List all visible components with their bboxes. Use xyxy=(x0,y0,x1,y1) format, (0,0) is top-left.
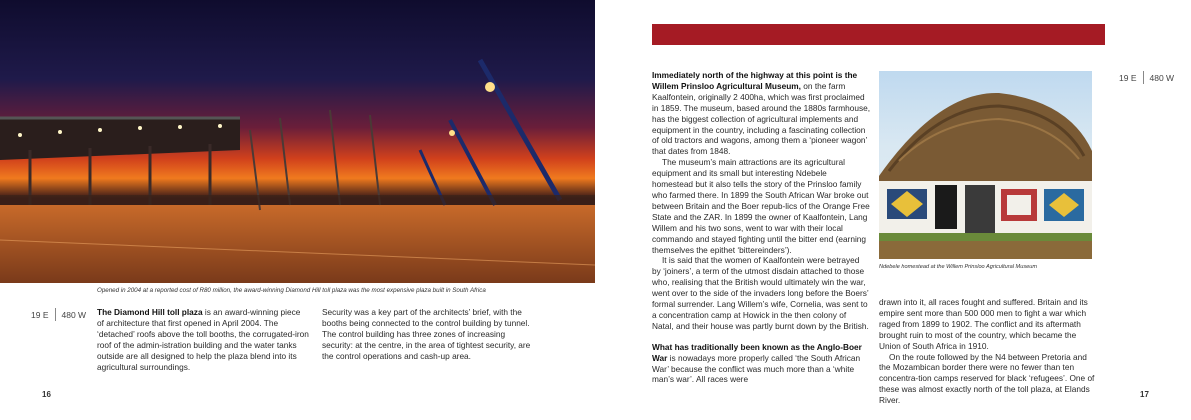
toll-plaza-photo xyxy=(0,0,595,283)
paragraph: On the route followed by the N4 between Pretoria and the Mozambican border there were no fewer than ten concentra-tion camps reserved for black ‘refugees’. One of these was almost exactly north of the toll plaza, at Elands River. xyxy=(879,351,1095,406)
lead-in: Immediately north of the highway at this point is the Willem Prinsloo Agricultural Museum, xyxy=(652,70,858,91)
longitude-label: 480 W xyxy=(1149,72,1175,83)
photo-caption: Opened in 2004 at a reported cost of R80 million, the award-winning Diamond Hill toll plaza was the most expensive plaza built in South Africa xyxy=(97,287,486,294)
coord-divider xyxy=(55,308,56,321)
lead-in: The Diamond Hill toll plaza xyxy=(97,307,203,317)
lead-in: What has traditionally been known as the Anglo-Boer War xyxy=(652,341,862,363)
gps-coordinate-right xyxy=(1119,71,1174,84)
paragraph xyxy=(652,342,870,386)
body-text: on the farm Kaalfontein, originally 2 400ha, which was first proclaimed in 1859. The museum, based around the 1880s farmhouse, has the biggest collection of agricultural implements and equipment in the country, including a fascinating collection of old tractors and wagons, among them a ‘pioneer wagon’ that dates from 1848. xyxy=(652,80,871,157)
body-text: is nowadays more properly called ‘the South African War’ because the conflict was much more than a ‘white man’s war’. All races were xyxy=(652,352,861,385)
page-number-right: 17 xyxy=(1140,390,1149,399)
longitude-label: 480 W xyxy=(61,309,87,320)
left-text-column-2 xyxy=(322,307,538,362)
right-text-column-2 xyxy=(879,297,1097,406)
gps-coordinate-left xyxy=(31,308,86,321)
ndebele-homestead-illustration xyxy=(879,71,1092,259)
left-page xyxy=(0,0,595,420)
photo-caption-right: Ndebele homestead at the Willem Prinsloo Agricultural Museum xyxy=(879,264,1037,270)
paragraph: It is said that the women of Kaalfontein were betrayed by ‘joiners’, a term of the utmost disdain attached to those who, realising that the British would ultimately win the war, went over to the side of the invaders long before the Boers’ formal surrender. Lang Willem’s wife, Cornelia, was sent to a concentration camp at Howick in the then colony of Natal, and their house was partly burnt down by the British. xyxy=(652,255,869,331)
right-text-column-1 xyxy=(652,70,870,385)
ndebele-homestead-photo xyxy=(879,71,1092,259)
body-text: is an award-winning piece of architecture that first opened in April 2004. The ‘detached’ roofs above the toll booths, the corrugated-iron roof of the admin-istration building and the water tanks outside are all designed to help the plaza blend into its agricultural surroundings. xyxy=(97,307,309,372)
paragraph xyxy=(652,70,870,157)
latitude-label: 19 E xyxy=(1119,72,1137,83)
paragraph: drawn into it, all races fought and suffered. Britain and its empire sent more than 500 000 men to fight a war which raged from 1899 to 1902. The conflict and its aftermath brought ruin to most of the country, which became the Union of South Africa in 1910. xyxy=(879,297,1088,351)
paragraph: The museum’s main attractions are its agricultural equipment and its small but interesting Ndebele homestead but it also tells the story of the Prinsloo family who farmed there. In 1899 the South African War broke out between Britain and the Boer repub-lics of the Orange Free State and the ZAR. In 1899 the owner of Kaalfontein, Lang Willem and his two sons, went to war with their local commando and stayed fighting until the bitter end (earning themselves the epithet ‘bittereinders’). xyxy=(652,157,870,255)
section-color-bar xyxy=(652,24,1105,45)
paragraph xyxy=(97,307,309,372)
toll-plaza-illustration xyxy=(0,0,595,283)
page-number-left: 16 xyxy=(42,390,51,399)
latitude-label: 19 E xyxy=(31,309,49,320)
left-text-column-1 xyxy=(97,307,309,372)
coord-divider xyxy=(1143,71,1144,84)
paragraph: Security was a key part of the architects’ brief, with the booths being connected to the control building by tunnel. The control building has three zones of increasing security: at the centre, in the area of tightest security, are the control operations and cash-up area. xyxy=(322,307,531,361)
